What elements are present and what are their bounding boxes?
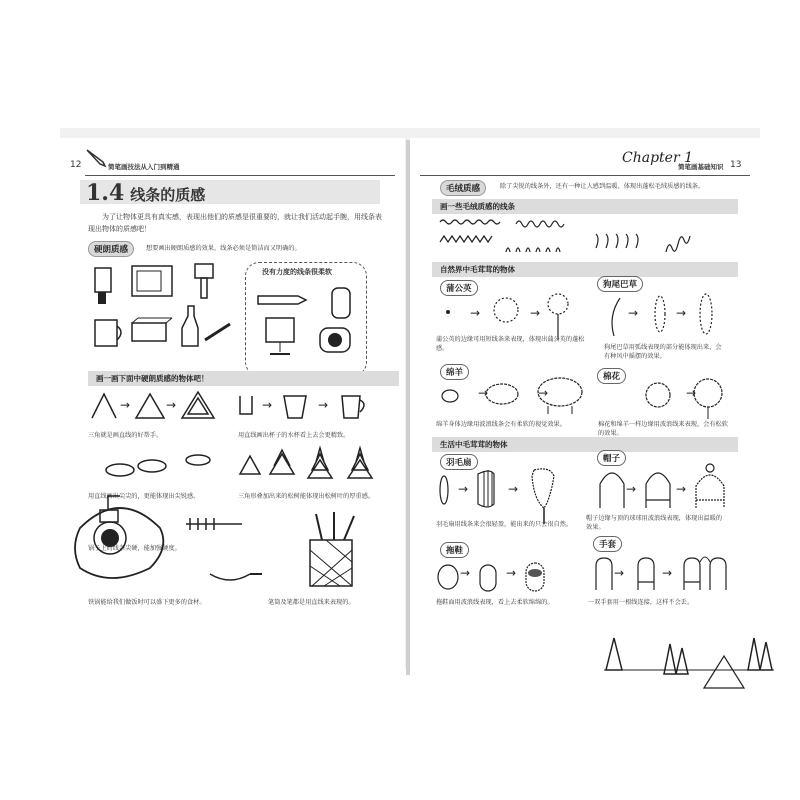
item-tag-dandelion: 蒲公英 — [440, 280, 478, 296]
step-arrow: → — [676, 306, 687, 320]
section-title: 线条的质感 — [130, 186, 206, 204]
sheep-steps — [440, 372, 590, 417]
caption-hat: 帽子边缘与顶的球球用波浪线表现，体现出温暖的效果。 — [586, 515, 723, 531]
fur-lines-bar: 画一些毛绒质感的线条 — [432, 199, 738, 214]
item-tag-hat: 帽子 — [597, 450, 626, 466]
step-arrow: → — [262, 398, 273, 412]
item-tag-cotton: 棉花 — [597, 368, 626, 384]
right-page-number: 13 — [730, 160, 742, 170]
practice-bar: 画一画下面中硬朗质感的物体吧！ — [88, 371, 399, 386]
caption-triangle: 三角就是画直线的好帮手。 — [88, 432, 163, 439]
dashed-box-title: 没有力度的线条很柔软 — [262, 268, 332, 276]
triangle-and-cup-steps — [90, 388, 390, 428]
item-tag-foxtail: 狗尾巴草 — [597, 276, 643, 292]
caption-sheep: 绵羊身体边缘用波浪线条会有柔软的视觉效果。 — [436, 421, 566, 428]
step-arrow: → — [626, 482, 637, 496]
feather-fan-steps — [438, 466, 578, 526]
step-arrow: → — [530, 306, 541, 320]
caption-cotton: 棉花和绵羊一样边缘用波浪线来表现，会有松软的效果。 — [598, 421, 728, 437]
caption-cup: 用直线画出杯子的水杯看上去会更精致。 — [238, 432, 350, 439]
header-rule — [85, 175, 395, 176]
item-tag-slippers: 拖鞋 — [440, 542, 469, 558]
step-arrow: → — [470, 306, 481, 320]
step-arrow: → — [628, 306, 639, 320]
foxtail-steps — [600, 292, 740, 342]
caption-pine-tree: 三角形叠加出来的松树能体现出松树叶的厚重感。 — [238, 493, 375, 500]
caption-wok: 铁锅能给我们做饭时可以盛下更多的食材。 — [88, 599, 206, 606]
item-tag-gloves: 手套 — [593, 536, 622, 552]
step-arrow: → — [458, 482, 469, 496]
caption-dandelion: 蒲公英的边缘可用短线条来表现，体现出蒲公英的蓬松感。 — [436, 336, 585, 352]
header-rule — [420, 175, 750, 176]
life-objects-bar: 生活中毛茸茸的物体 — [432, 437, 738, 452]
step-arrow: → — [676, 482, 687, 496]
step-arrow: → — [120, 398, 131, 412]
step-arrow: → — [614, 566, 625, 580]
hard-objects-illustration — [90, 258, 230, 368]
fur-texture-tag: 毛绒质感 — [440, 180, 486, 196]
intro-paragraph: 为了让物体更具有真实感，表现出他们的质感是很重要的，就让我们活动起手腕，用线条表现出物体的质感吧！ — [88, 213, 382, 233]
step-arrow: → — [318, 398, 329, 412]
step-arrow: → — [686, 386, 697, 400]
step-arrow: → — [506, 566, 517, 580]
chapter-label: Chapter 1 — [622, 150, 693, 166]
step-arrow: → — [460, 566, 471, 580]
fur-texture-desc: 除了尖锐的线条外，还有一种让人感到温暖、体现出蓬松毛绒质感的线条。 — [500, 183, 705, 190]
cotton-steps — [600, 375, 740, 420]
step-arrow: → — [166, 398, 177, 412]
hard-texture-desc: 想要画出硬朗质感的效果，线条必须是简洁而又明确的。 — [146, 245, 301, 252]
caption-gloves: 一双手套用一根线连接，这样不会丢。 — [588, 599, 694, 606]
fur-line-samples — [436, 212, 736, 262]
left-running-head: 简笔画技法从入门到精通 — [108, 163, 180, 171]
caption-pen-holder: 笔筒及笔都是用直线来表现的。 — [268, 599, 355, 606]
crown-doodle-decoration — [604, 630, 774, 700]
caption-foxtail: 狗尾巴草用弧线表现的部分能体现出来，会有种风中摇摆的效果。 — [604, 344, 722, 360]
hat-steps — [600, 462, 740, 522]
left-page-number: 12 — [70, 160, 82, 170]
right-running-head: 简笔画基础知识 — [678, 163, 724, 171]
section-number: 1.4 — [86, 180, 125, 206]
pencil-icon — [85, 148, 107, 166]
step-arrow: → — [538, 386, 549, 400]
nature-objects-bar: 自然界中毛茸茸的物体 — [432, 262, 738, 277]
section-heading — [86, 180, 205, 206]
hard-texture-tag: 硬朗质感 — [88, 241, 134, 257]
step-arrow: → — [662, 566, 673, 580]
soft-objects-illustration — [250, 282, 360, 362]
item-tag-sheep: 绵羊 — [440, 364, 469, 380]
caption-pot: 锅子上的线条尖硬，能加强硬度。 — [88, 545, 181, 552]
item-tag-feather-fan: 羽毛扇 — [440, 454, 478, 470]
caption-slippers: 拖鞋面用波浪线表现，看上去柔软绵绵的。 — [436, 599, 554, 606]
step-arrow: → — [508, 482, 519, 496]
caption-sharp: 用直线画出尖尖的，更能体现出尖锐感。 — [88, 493, 200, 500]
step-arrow: → — [478, 386, 489, 400]
caption-feather-fan: 羽毛扇用线条来会很轻盈，能出来的只会很自然。 — [436, 521, 573, 528]
